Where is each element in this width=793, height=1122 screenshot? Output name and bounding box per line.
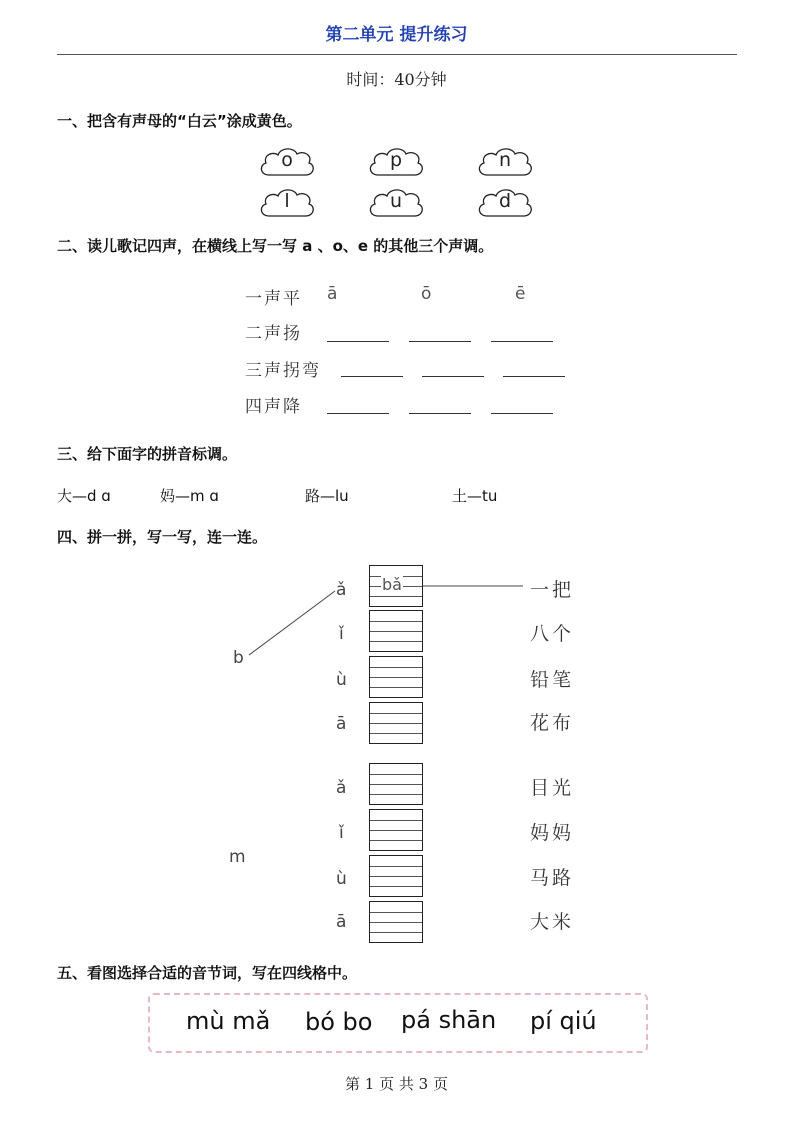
- tone-item[interactable]: 妈—m ɑ: [160, 487, 219, 505]
- tone-label-third: 三声拐弯: [245, 361, 321, 381]
- page-number: 第 1 页 共 3 页: [345, 1075, 448, 1093]
- vowel: ù: [336, 869, 347, 889]
- consonant-m[interactable]: m: [229, 847, 246, 867]
- word-option[interactable]: 大米: [530, 911, 575, 933]
- cloud-letter: u: [389, 190, 403, 212]
- tone-item[interactable]: 土—tu: [452, 487, 498, 505]
- cloud-letter: p: [389, 149, 403, 171]
- cloud-letter: d: [498, 190, 512, 212]
- question-2-prompt: 二、读儿歌记四声，在横线上写一写 a 、o、e 的其他三个声调。: [57, 237, 494, 255]
- consonant-b[interactable]: b: [233, 648, 244, 668]
- tone-label-fourth: 四声降: [245, 397, 302, 417]
- word-option[interactable]: 八个: [530, 623, 575, 645]
- cloud-letter: o: [281, 149, 293, 171]
- vowel: ǐ: [339, 624, 344, 644]
- word-bank-item[interactable]: pá shān: [401, 1006, 497, 1034]
- vowel: ǐ: [339, 823, 344, 843]
- tone-vowel-a: ā: [327, 284, 338, 304]
- time-limit: 时间：40分钟: [346, 70, 447, 89]
- vowel: ā: [336, 714, 347, 734]
- word-bank-item[interactable]: mù mǎ: [186, 1007, 271, 1035]
- example-syllable: bǎ: [382, 575, 402, 594]
- tone-label-first: 一声平: [245, 289, 302, 309]
- question-4-prompt: 四、拼一拼，写一写，连一连。: [57, 528, 268, 546]
- vowel: ǎ: [336, 580, 347, 600]
- pinyin-grid-box[interactable]: [369, 901, 423, 943]
- cloud-letter: l: [284, 190, 290, 212]
- word-option[interactable]: 目光: [530, 777, 575, 799]
- pinyin-grid-box[interactable]: [369, 610, 423, 652]
- vowel: ā: [336, 912, 347, 932]
- question-3-prompt: 三、给下面字的拼音标调。: [57, 445, 238, 463]
- word-option[interactable]: 妈妈: [530, 822, 575, 844]
- pinyin-grid-box[interactable]: [369, 809, 423, 851]
- question-5-prompt: 五、看图选择合适的音节词，写在四线格中。: [57, 964, 358, 982]
- tone-vowel-o: ō: [421, 284, 432, 304]
- word-option[interactable]: 一把: [530, 579, 575, 601]
- pinyin-grid-box[interactable]: [369, 656, 423, 698]
- tone-item[interactable]: 路—lu: [305, 487, 349, 505]
- word-bank-item[interactable]: pí qiú: [530, 1007, 597, 1035]
- word-bank-item[interactable]: bó bo: [305, 1008, 373, 1036]
- pinyin-grid-box[interactable]: [369, 855, 423, 897]
- word-option[interactable]: 马路: [530, 867, 575, 889]
- pinyin-grid-box[interactable]: [369, 702, 423, 744]
- vowel: ǎ: [336, 778, 347, 798]
- question-1-prompt: 一、把含有声母的“白云”涂成黄色。: [57, 112, 302, 130]
- tone-vowel-e: ē: [515, 284, 526, 304]
- page-title: 第二单元 提升练习: [325, 25, 468, 45]
- tone-item[interactable]: 大—d ɑ: [57, 487, 111, 505]
- tone-label-second: 二声扬: [245, 324, 302, 344]
- word-option[interactable]: 铅笔: [530, 669, 575, 691]
- word-option[interactable]: 花布: [530, 712, 575, 734]
- cloud-letter: n: [498, 149, 512, 171]
- pinyin-grid-box[interactable]: [369, 763, 423, 805]
- vowel: ù: [336, 670, 347, 690]
